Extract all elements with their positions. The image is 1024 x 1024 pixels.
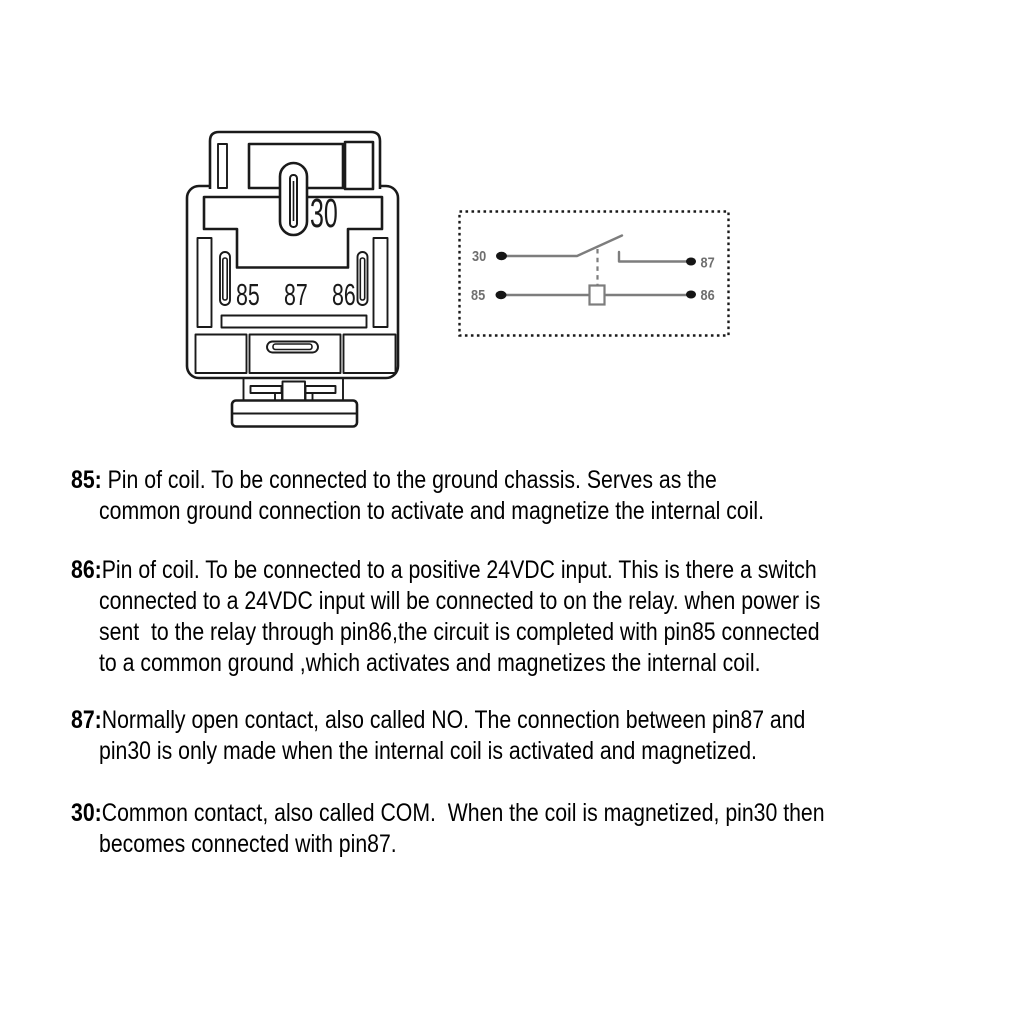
schematic-label-85: 85 — [471, 287, 486, 304]
pin-30-desc-label: 30: — [71, 799, 102, 827]
schematic-label-87: 87 — [700, 254, 715, 271]
relay-pinout-page: 30 85 87 86 30 85 87 86 85: Pin of coil. To be connected to the ground chassis. Serves as the common ground connection to activate and magnetize the internal coil. 86:Pin of coil. To be connected to a positive 24VDC input. This is there a switch connected to a 24VDC input will be connected to on the relay. when power is sent to the relay through pin86,the circuit is completed with pin85 connected to a common ground ,which activates and magnetizes the internal coil. 87:Normally open contact, also called NO. The connection between pin87 and pin30 is only made when the internal coil is activated and magnetized. 30:Common contact, also called COM. When the coil is magnetized, pin30 then becomes connected with pin87. — [0, 0, 1024, 1024]
pin-86-desc-text: Pin of coil. To be connected to a positive 24VDC input. This is there a switch — [101, 556, 817, 584]
neck-center-tab — [283, 382, 306, 402]
pin-86-label: 86 — [332, 277, 356, 312]
neck-right-bar — [306, 386, 336, 393]
pin-87-desc-label: 87: — [71, 706, 102, 734]
pin-87-label: 87 — [284, 277, 308, 312]
pin-85-desc-text: Pin of coil. To be connected to the ground chassis. Serves as the — [107, 466, 717, 494]
terminal-dot-85 — [496, 291, 507, 299]
terminal-dot-30 — [496, 252, 507, 260]
schematic-label-30: 30 — [472, 248, 487, 265]
terminal-dot-87 — [686, 258, 696, 266]
pin-30-label: 30 — [310, 190, 338, 237]
coil-box — [590, 286, 605, 305]
pin-30-desc-text: Common contact, also called COM. When the coil is magnetized, pin30 then — [101, 799, 825, 827]
pin-86-desc-label: 86: — [71, 556, 102, 584]
wire-30-switch-arm — [507, 236, 622, 257]
schematic-border — [460, 212, 729, 336]
relay-connector-diagram — [187, 132, 398, 427]
schematic-label-86: 86 — [700, 287, 715, 304]
pin-85-desc-label: 85: — [71, 466, 108, 494]
relay-schematic — [460, 212, 729, 336]
wire-87-contact — [619, 252, 686, 262]
pin-87-desc-text: Normally open contact, also called NO. The connection between pin87 and — [101, 706, 806, 734]
neck-left-bar — [251, 386, 282, 393]
pin-85-label: 85 — [236, 277, 260, 312]
terminal-dot-86 — [686, 291, 696, 299]
relay-diagrams — [0, 0, 1024, 450]
